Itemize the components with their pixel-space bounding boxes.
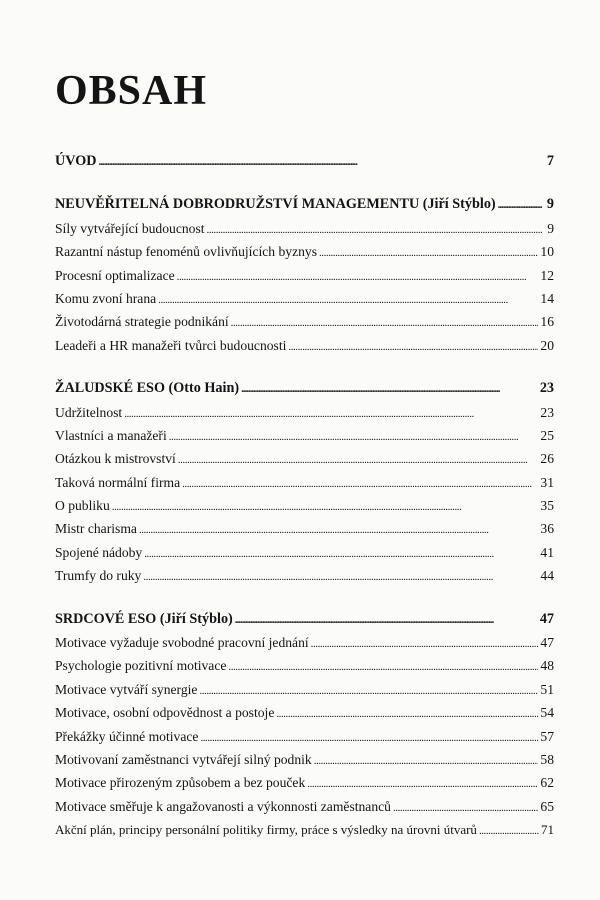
dot-leader (314, 750, 539, 773)
page-number: 7 (546, 153, 554, 169)
entry-title: Otázkou k mistrovství (55, 451, 176, 467)
page-number: 47 (539, 610, 554, 627)
entry-title: Překážky účinné motivace (55, 728, 199, 744)
toc-chapter-heading (55, 377, 554, 400)
entry-title: Motivace vyžaduje svobodné pracovní jednání (55, 635, 309, 651)
page-number: 9 (546, 196, 554, 213)
entry-title: Udržitelnost (55, 404, 123, 420)
page-number: 9 (547, 220, 554, 236)
dot-leader (199, 680, 538, 703)
toc-entry (55, 517, 554, 540)
page-number: 54 (540, 705, 554, 721)
page-number: 71 (541, 822, 554, 838)
section-gap (55, 588, 554, 608)
toc-chapter-heading (55, 150, 554, 173)
chapter-title: ŽALUDSKÉ ESO (Otto Hain) (55, 380, 240, 397)
toc-section (55, 193, 554, 357)
page-number: 35 (540, 498, 554, 514)
toc-entry (55, 310, 554, 333)
dot-leader (307, 773, 538, 796)
entry-title: Razantní nástup fenoménů ovlivňujících byznys (55, 244, 317, 260)
entry-title: Taková normální firma (55, 474, 181, 490)
chapter-title: NEUVĚŘITELNÁ DOBRODRUŽSTVÍ MANAGEMENTU (Jiří Stýblo) (55, 196, 496, 213)
page-number: 10 (540, 244, 554, 260)
page-number: 57 (540, 728, 554, 744)
dot-leader (144, 543, 538, 566)
toc-entry (55, 654, 554, 677)
toc-entry (55, 217, 554, 240)
dot-leader (231, 312, 539, 335)
toc-chapter-heading (55, 608, 554, 631)
section-gap (55, 357, 554, 377)
page-number: 25 (540, 427, 554, 443)
dot-leader (178, 449, 539, 472)
entry-title: Síly vytvářející budoucnost (55, 220, 205, 236)
page-number: 58 (540, 751, 554, 767)
page-number: 20 (540, 337, 554, 353)
page-number: 23 (540, 404, 554, 420)
page-number: 51 (540, 681, 554, 697)
dot-leader (158, 289, 538, 312)
page-number: 48 (540, 658, 554, 674)
entry-title: Životodárná strategie podnikání (55, 314, 229, 330)
entry-title: Komu zvoní hrana (55, 290, 157, 306)
page-title: OBSAH (55, 68, 208, 114)
toc-entry (55, 795, 554, 818)
dot-leader (319, 242, 538, 265)
dot-leader (124, 403, 538, 426)
entry-title: Motivace směřuje k angažovanosti a výkonnosti zaměstnanců (55, 798, 391, 814)
page-number: 65 (540, 798, 554, 814)
dot-leader (241, 378, 538, 401)
entry-title: Motivovaní zaměstnanci vytvářejí silný podnik (55, 751, 312, 767)
dot-leader (139, 519, 538, 542)
dot-leader (393, 797, 538, 820)
dot-leader (235, 609, 538, 632)
toc-entry (55, 334, 554, 357)
dot-leader (169, 426, 539, 449)
entry-title: Procesní optimalizace (55, 267, 175, 283)
toc-entry (55, 725, 554, 748)
toc-section (55, 377, 554, 588)
chapter-title: SRDCOVÉ ESO (Jiří Stýblo) (55, 610, 233, 627)
entry-title: Trumfy do ruky (55, 568, 142, 584)
toc-entry (55, 748, 554, 771)
dot-leader (112, 496, 539, 519)
page-number: 16 (540, 314, 554, 330)
entry-title: Mistr charisma (55, 521, 137, 537)
dot-leader (498, 194, 542, 217)
toc-section (55, 150, 554, 173)
toc-entry (55, 401, 554, 424)
dot-leader (143, 566, 538, 589)
page-number: 26 (540, 451, 554, 467)
page-number: 12 (540, 267, 554, 283)
dot-leader (228, 656, 538, 679)
page-number: 62 (540, 775, 554, 791)
toc-section (55, 608, 554, 842)
entry-title: Motivace, osobní odpovědnost a postoje (55, 705, 275, 721)
page-number: 44 (540, 568, 554, 584)
toc-entry (55, 264, 554, 287)
entry-title: Leadeři a HR manažeři tvůrci budoucnosti (55, 337, 287, 353)
toc-entry (55, 541, 554, 564)
dot-leader (99, 151, 543, 174)
toc-entry (55, 240, 554, 263)
toc-entry (55, 494, 554, 517)
dot-leader (207, 219, 542, 242)
dot-leader (276, 703, 538, 726)
page-number: 47 (540, 635, 554, 651)
dot-leader (182, 473, 538, 496)
toc-entry (55, 818, 554, 841)
page-number: 14 (540, 290, 554, 306)
section-gap (55, 173, 554, 193)
dot-leader (288, 336, 538, 359)
entry-title: Motivace přirozeným způsobem a bez pouček (55, 775, 306, 791)
entry-title: Motivace vytváří synergie (55, 681, 198, 697)
dot-leader (311, 633, 539, 656)
entry-title: Spojené nádoby (55, 544, 143, 560)
page-number: 41 (540, 544, 554, 560)
toc-entry (55, 771, 554, 794)
toc-entry (55, 701, 554, 724)
toc-entry (55, 631, 554, 654)
dot-leader (200, 727, 538, 750)
dot-leader (177, 266, 539, 289)
page-number: 36 (540, 521, 554, 537)
page-number: 23 (539, 380, 554, 397)
toc-entry (55, 287, 554, 310)
toc-entry (55, 424, 554, 447)
entry-title: O publiku (55, 498, 110, 514)
entry-title: Akční plán, principy personální politiky firmy, práce s výsledky na úrovni útvarů (55, 822, 477, 838)
toc-entry (55, 564, 554, 587)
chapter-title: ÚVOD (55, 153, 97, 169)
toc-entry (55, 447, 554, 470)
toc-entry (55, 471, 554, 494)
page-number: 31 (540, 474, 554, 490)
entry-title: Psychologie pozitivní motivace (55, 658, 227, 674)
dot-leader (479, 820, 539, 843)
toc-chapter-heading (55, 193, 554, 216)
entry-title: Vlastníci a manažeři (55, 427, 167, 443)
table-of-contents (55, 150, 554, 842)
toc-entry (55, 678, 554, 701)
